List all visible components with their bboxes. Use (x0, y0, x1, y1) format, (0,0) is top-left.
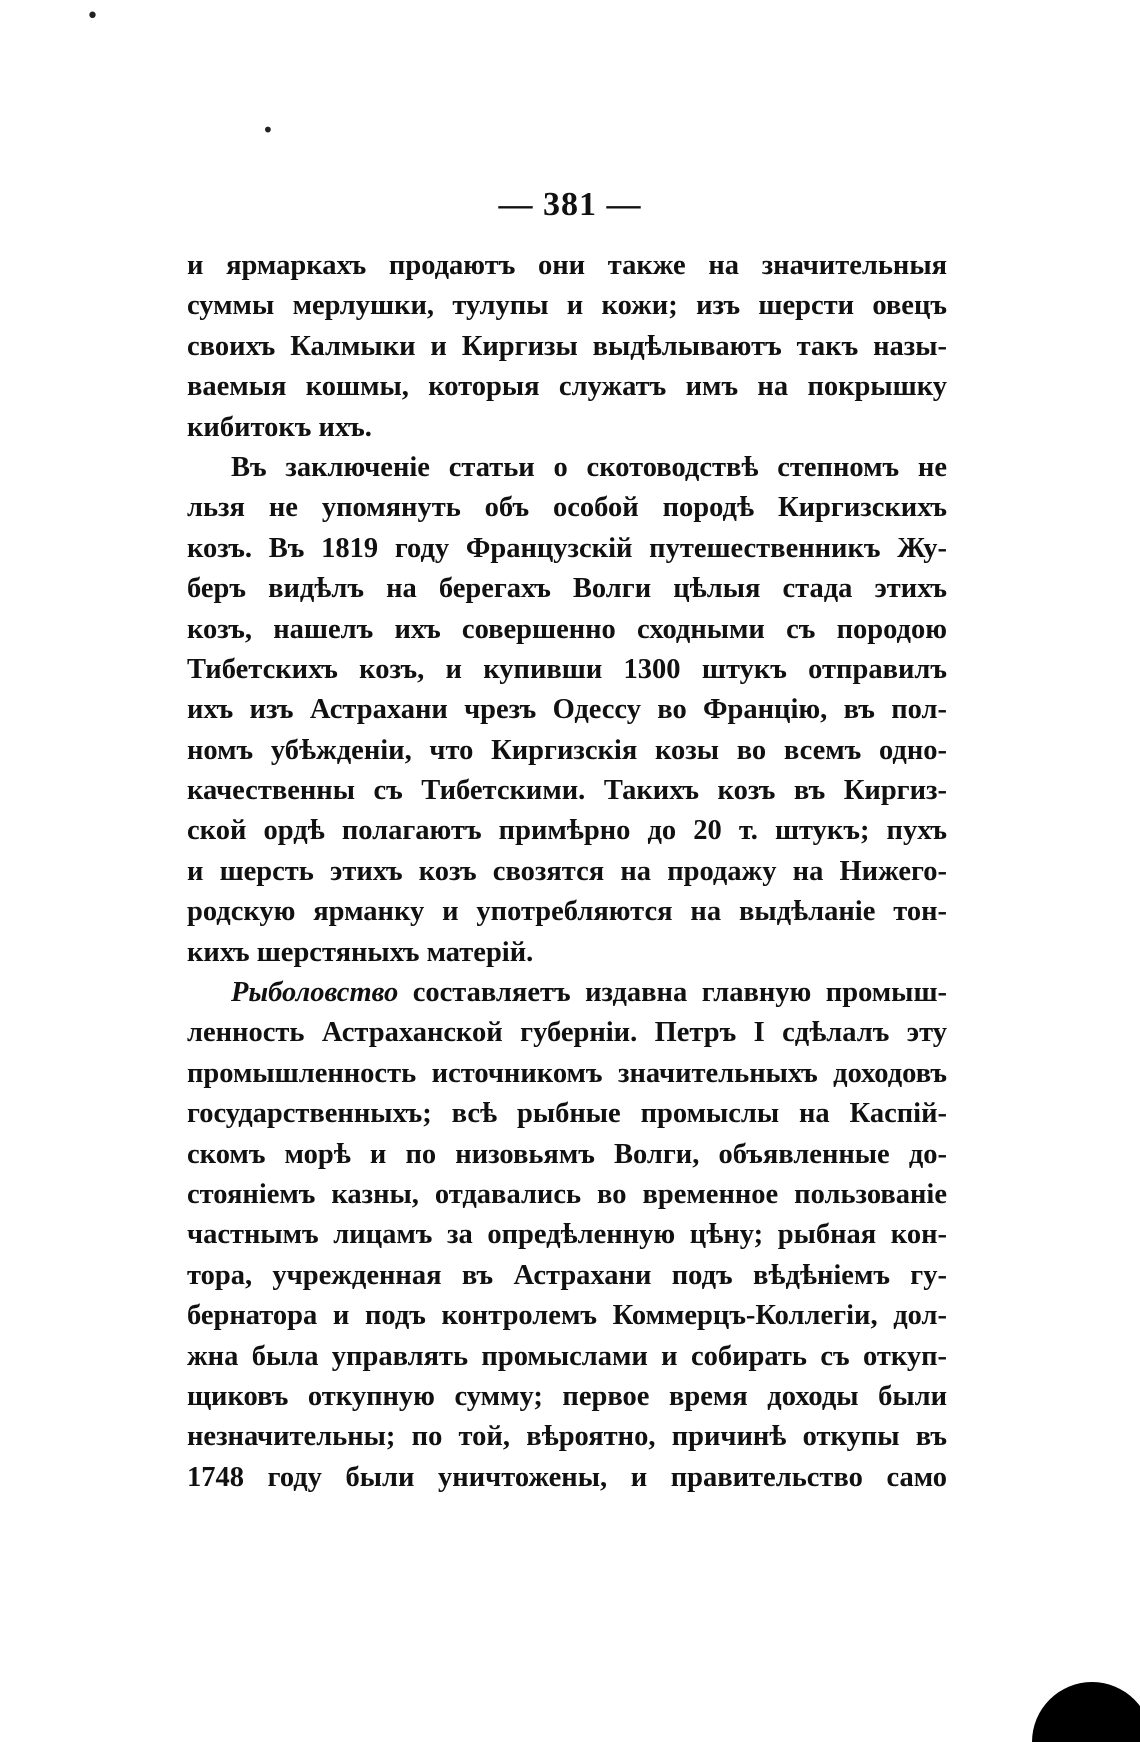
text-line: качественны съ Тибетскими. Такихъ козъ въ Киргиз- (187, 775, 947, 807)
italic-lead-word: Рыболовство (231, 977, 399, 1009)
text-line: промышленность источникомъ значительныхъ доходовъ (187, 1057, 947, 1089)
text-line-rest: составляетъ издавна главную промыш- (412, 977, 947, 1009)
text-line: кибитокъ ихъ. (187, 411, 372, 443)
scan-speck: • (86, 4, 99, 29)
text-line (187, 973, 947, 1013)
scan-speck: • (262, 118, 274, 142)
text-line: номъ убѣжденіи, что Киргизскія козы во всемъ одно- (187, 734, 947, 766)
text-line: своихъ Калмыки и Киргизы выдѣлываютъ такъ назы- (187, 330, 947, 362)
text-line: государственныхъ; всѣ рыбные промыслы на Каспій- (187, 1098, 947, 1130)
text-line: и шерсть этихъ козъ свозятся на продажу на Нижего- (187, 855, 947, 887)
text-line: беръ видѣлъ на берегахъ Волги цѣлыя стада этихъ (187, 573, 947, 605)
text-line: 1748 году были уничтожены, и правительство само (187, 1461, 947, 1493)
text-line: тора, учрежденная въ Астрахани подъ вѣдѣніемъ гу- (187, 1259, 947, 1291)
text-line: Тибетскихъ козъ, и купивши 1300 штукъ отправилъ (187, 653, 947, 685)
text-line: незначительны; по той, вѣроятно, причинѣ откупы въ (187, 1421, 947, 1453)
text-line: суммы мерлушки, тулупы и кожи; изъ шерсти овецъ (187, 290, 947, 322)
text-line: и ярмаркахъ продаютъ они также на значительныя (187, 250, 947, 281)
page-number: — 381 — (498, 186, 642, 223)
text-line: Въ заключеніе статьи о скотоводствѣ степномъ не (231, 451, 947, 483)
text-line: стояніемъ казны, отдавались во временное пользованіе (187, 1178, 947, 1210)
text-line: скомъ морѣ и по низовьямъ Волги, объявленные до- (187, 1138, 947, 1170)
text-line: кихъ шерстяныхъ матерій. (187, 936, 534, 968)
text-line: козъ. Въ 1819 году Французскій путешественникъ Жу- (187, 532, 947, 564)
text-line: жна была управлять промыслами и собирать съ откуп- (187, 1340, 947, 1372)
body-text (187, 246, 947, 1498)
text-line: ихъ изъ Астрахани чрезъ Одессу во Францію, въ пол- (187, 694, 947, 726)
text-line: ленность Астраханской губерніи. Петръ I сдѣлалъ эту (187, 1017, 947, 1049)
text-line: родскую ярманку и употребляются на выдѣланіе тон- (187, 896, 947, 928)
text-line: частнымъ лицамъ за опредѣленную цѣну; рыбная кон- (187, 1219, 947, 1251)
text-line: ской ордѣ полагаютъ примѣрно до 20 т. штукъ; пухъ (187, 815, 947, 847)
scan-blot (1032, 1682, 1140, 1742)
text-line: козъ, нашелъ ихъ совершенно сходными съ породою (187, 613, 947, 645)
text-line: ваемыя кошмы, которыя служатъ имъ на покрышку (187, 371, 947, 403)
text-line: льзя не упомянуть объ особой породѣ Киргизскихъ (187, 492, 947, 524)
text-line: бернатора и подъ контролемъ Коммерцъ-Коллегіи, дол- (187, 1300, 947, 1332)
text-line: щиковъ откупную сумму; первое время доходы были (187, 1380, 947, 1412)
